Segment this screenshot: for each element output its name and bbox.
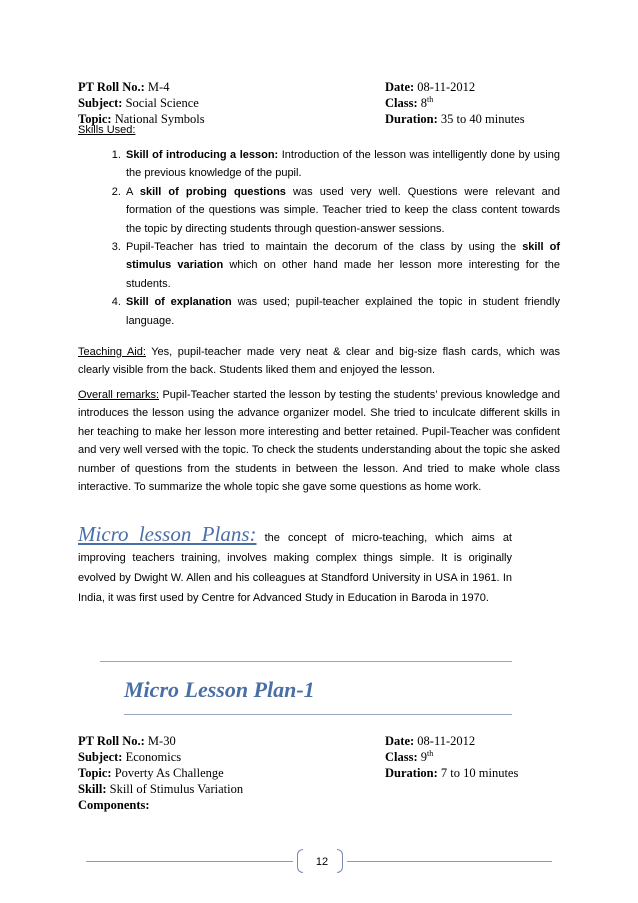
date-line: Date: 08-11-2012	[385, 80, 476, 94]
header1-left	[78, 79, 205, 127]
header1-right	[385, 79, 525, 127]
divider-top	[100, 661, 512, 662]
micro-lesson-heading: Micro lesson Plans:	[78, 522, 257, 546]
topic-line: Topic: Poverty As Challenge	[78, 766, 224, 780]
roll-no-line: PT Roll No.: M-4	[78, 80, 170, 94]
skills-used-label: Skills Used:	[78, 124, 136, 136]
skill-item: 1. Skill of introducing a lesson: Introduction of the lesson was intelligently done by using the previous knowledge of the pupil.	[124, 146, 560, 183]
class-line: Class: 8th	[385, 94, 434, 110]
roll-no-line: PT Roll No.: M-30	[78, 734, 176, 748]
page-number: 12	[315, 856, 329, 868]
overall-remarks-paragraph: Overall remarks: Pupil-Teacher started the lesson by testing the students’ previous knowledge and introduces the lesson using the advance organizer model. She tried to inculcate different skills in her teaching to make her lesson more interesting and better retained. Pupil-Teacher was confident and very well versed with the topic. To check the students understanding about the topic she asked number of questions from the students in between the lesson. And tried to make whole class interactive. To summarize the whole topic she gave some questions as home work.	[78, 389, 560, 494]
skills-list	[78, 146, 560, 330]
plan-title: Micro Lesson Plan-1	[124, 677, 315, 702]
skill-item: 3. Pupil-Teacher has tried to maintain the decorum of the class by using the skill of stimulus variation which on other hand made her lesson more interesting for the students.	[124, 238, 560, 293]
duration-line: Duration: 7 to 10 minutes	[385, 766, 519, 780]
header2-right	[385, 733, 518, 781]
footer-line-left	[86, 861, 293, 862]
teaching-aid-paragraph: Teaching Aid: Yes, pupil-teacher made very neat & clear and big-size flash cards, which was clearly visible from the back. Students liked them and enjoyed the lesson.	[78, 346, 560, 377]
subject-line: Subject: Social Science	[78, 96, 199, 110]
subject-line: Subject: Economics	[78, 750, 182, 764]
skill-item: 2. A skill of probing questions was used very well. Questions were relevant and formation of the questions was simple. Teacher tried to keep the class content towards the topic by directing students through question-answer sessions.	[124, 183, 560, 238]
date-line: Date: 08-11-2012	[385, 734, 476, 748]
skill-line: Skill: Skill of Stimulus Variation	[78, 782, 244, 796]
divider-bottom	[124, 714, 512, 715]
class-line: Class: 9th	[385, 748, 434, 764]
micro-lesson-paragraph: Micro lesson Plans: the concept of micro-teaching, which aims at improving teachers training, involves making complex things simple. It is originally evolved by Dwight W. Allen and his colleagues at Standford University in USA in 1961. In India, it was first used by Centre for Advanced Study in Education in Baroda in 1970.	[78, 522, 512, 604]
topic-line: Topic: National Symbols	[78, 112, 205, 126]
duration-line: Duration: 35 to 40 minutes	[385, 112, 525, 126]
footer-line-right	[347, 861, 552, 862]
header2-left	[78, 733, 243, 813]
page-number-bracket-right	[337, 849, 343, 873]
skill-item: 4. Skill of explanation was used; pupil-teacher explained the topic in student friendly language.	[124, 293, 560, 330]
components-line: Components:	[78, 798, 150, 812]
